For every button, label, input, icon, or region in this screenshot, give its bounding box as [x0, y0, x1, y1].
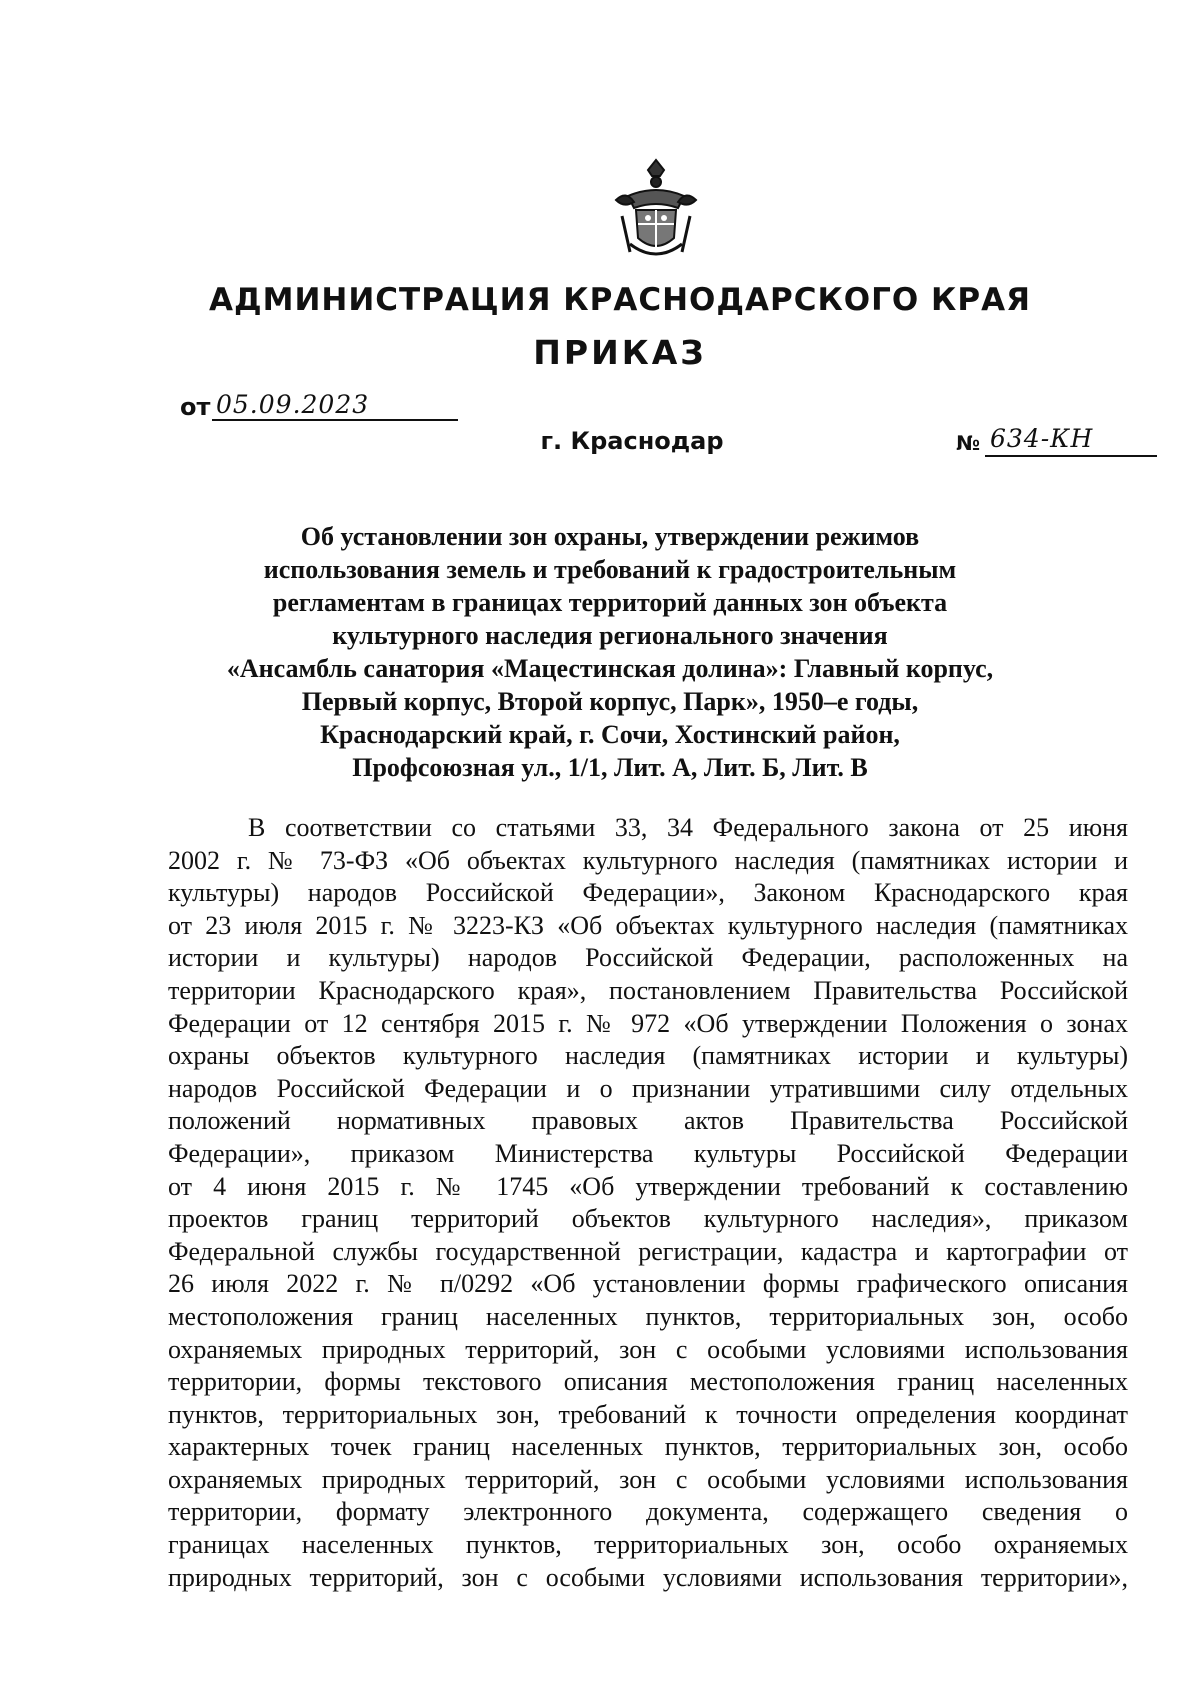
- body-line: пунктов, территориальных зон, требований к точности определения координат: [168, 1399, 1128, 1429]
- body-line: 2002 г. № 73-ФЗ «Об объектах культурного наследия (памятниках истории и: [168, 845, 1128, 875]
- body-line: Федерации от 12 сентября 2015 г. № 972 «Об утверждении Положения о зонах: [168, 1008, 1128, 1038]
- body-line: положений нормативных правовых актов Правительства Российской: [168, 1106, 1128, 1136]
- title-line: использования земель и требований к градостроительным: [263, 555, 957, 584]
- document-title: [150, 520, 1070, 784]
- body-line: Федерации», приказом Министерства культуры Российской Федерации: [168, 1138, 1128, 1168]
- body-line: В соответствии со статьями 33, 34 Федерального закона от 25 июня: [248, 813, 1128, 842]
- date-label: от: [180, 393, 211, 421]
- title-line: Профсоюзная ул., 1/1, Лит. А, Лит. Б, Лит. В: [352, 753, 868, 782]
- document-body: [168, 812, 1128, 1594]
- title-line: Краснодарский край, г. Сочи, Хостинский район,: [320, 720, 900, 749]
- body-line: охраняемых природных территорий, зон с особыми условиями использования: [168, 1334, 1128, 1364]
- body-line: от 23 июля 2015 г. № 3223-КЗ «Об объектах культурного наследия (памятниках: [168, 910, 1128, 940]
- body-line: охраняемых природных территорий, зон с особыми условиями использования: [168, 1464, 1128, 1494]
- body-line: народов Российской Федерации и о признании утратившими силу отдельных: [168, 1073, 1128, 1103]
- body-line: культуры) народов Российской Федерации», Законом Краснодарского края: [168, 878, 1128, 908]
- coat-of-arms-emblem: [608, 156, 704, 268]
- organization-name: АДМИНИСТРАЦИЯ КРАСНОДАРСКОГО КРАЯ: [209, 282, 1031, 318]
- number-underline: [985, 455, 1157, 457]
- title-line: культурного наследия регионального значения: [332, 621, 888, 650]
- title-line: Первый корпус, Второй корпус, Парк», 1950–е годы,: [301, 687, 919, 716]
- body-line: границах населенных пунктов, территориальных зон, особо охраняемых: [168, 1530, 1128, 1560]
- body-line: Федеральной службы государственной регистрации, кадастра и картографии от: [168, 1236, 1128, 1266]
- number-label: №: [956, 431, 981, 455]
- body-line: 26 июля 2022 г. № п/0292 «Об установлении формы графического описания: [168, 1269, 1128, 1299]
- title-line: регламентам в границах территорий данных зон объекта: [272, 588, 948, 617]
- body-line: природных территорий, зон с особыми условиями использования территории»,: [168, 1562, 1128, 1592]
- body-line: территории Краснодарского края», постановлением Правительства Российской: [168, 975, 1128, 1005]
- body-line: охраны объектов культурного наследия (памятниках истории и культуры): [168, 1041, 1128, 1071]
- body-line: проектов границ территорий объектов культурного наследия», приказом: [168, 1204, 1128, 1234]
- body-line: характерных точек границ населенных пунктов, территориальных зон, особо: [168, 1432, 1128, 1462]
- city-label: г. Краснодар: [540, 427, 724, 455]
- body-line: истории и культуры) народов Российской Федерации, расположенных на: [168, 943, 1128, 973]
- title-line: «Ансамбль санатория «Мацестинская долина»: Главный корпус,: [226, 654, 994, 683]
- date-underline: [212, 419, 458, 421]
- body-line: территории, формату электронного документа, содержащего сведения о: [168, 1497, 1128, 1527]
- document-type: ПРИКАЗ: [533, 333, 707, 372]
- body-line: от 4 июня 2015 г. № 1745 «Об утверждении требований к составлению: [168, 1171, 1128, 1201]
- title-line: Об установлении зон охраны, утверждении режимов: [300, 522, 920, 551]
- number-value-handwritten: 634-КН: [990, 424, 1094, 453]
- body-line: территории, формы текстового описания местоположения границ населенных: [168, 1367, 1128, 1397]
- body-line: местоположения границ населенных пунктов, территориальных зон, особо: [168, 1301, 1128, 1331]
- date-value-handwritten: 05.09.2023: [216, 390, 370, 419]
